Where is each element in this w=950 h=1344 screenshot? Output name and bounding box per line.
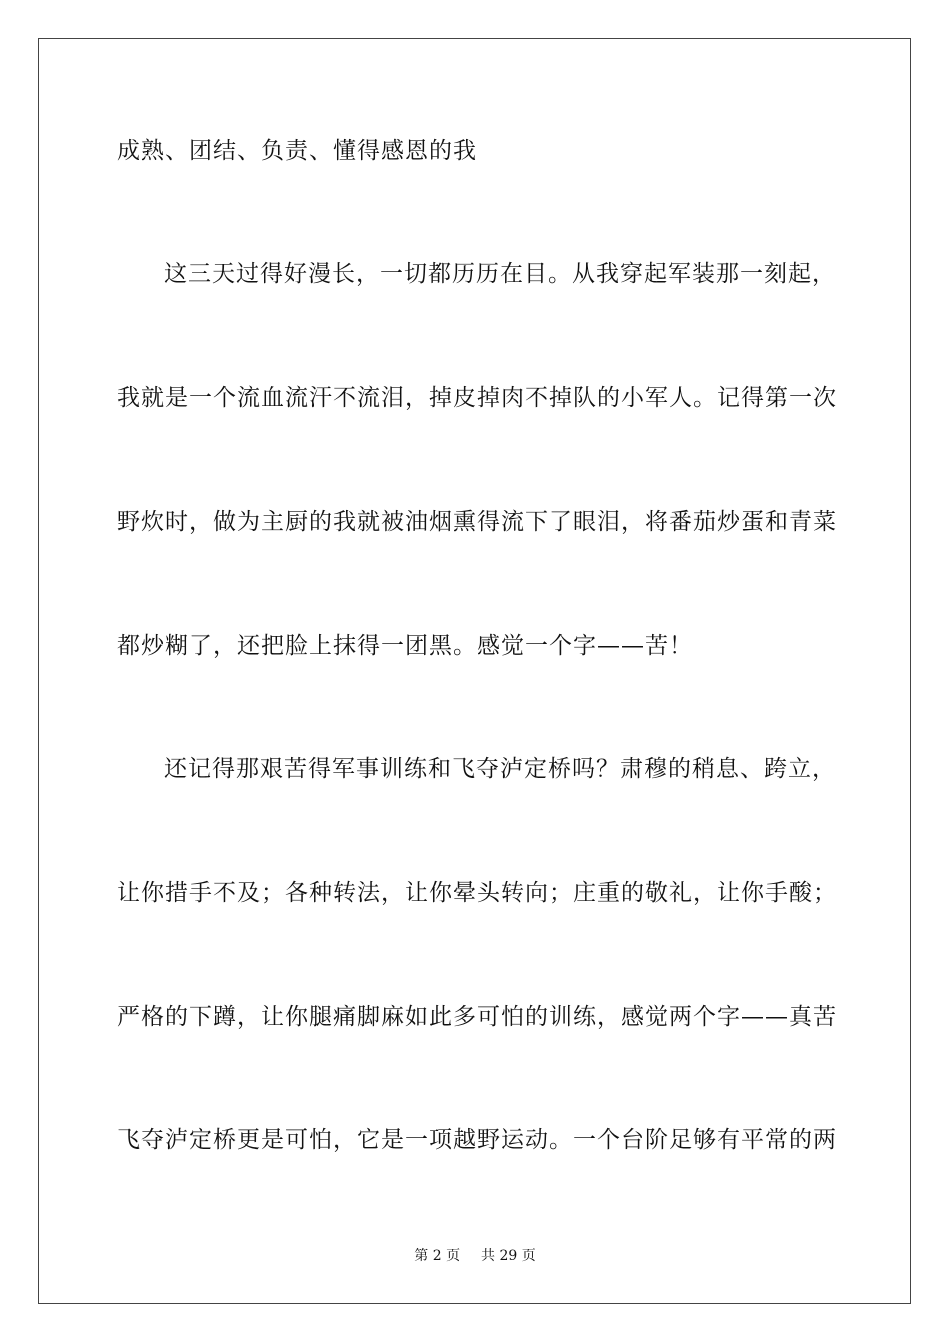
text-line-1: 成熟、团结、负责、懂得感恩的我	[117, 138, 477, 164]
page-number: 第 2 页	[414, 1248, 461, 1264]
paragraph-2-line-4: 飞夺泸定桥更是可怕，它是一项越野运动。一个台阶足够有平常的两	[117, 1127, 837, 1153]
paragraph-2-line-2: 让你措手不及；各种转法，让你晕头转向；庄重的敬礼，让你手酸；	[117, 880, 837, 906]
total-pages: 共 29 页	[481, 1248, 536, 1264]
page-border	[38, 38, 911, 1304]
page-footer	[0, 1247, 950, 1265]
paragraph-2-line-3: 严格的下蹲，让你腿痛脚麻如此多可怕的训练，感觉两个字——真苦	[117, 1004, 837, 1030]
paragraph-1-line-1: 这三天过得好漫长，一切都历历在目。从我穿起军装那一刻起，	[164, 261, 836, 287]
paragraph-1-line-3: 野炊时，做为主厨的我就被油烟熏得流下了眼泪，将番茄炒蛋和青菜	[117, 509, 837, 535]
paragraph-1-line-4: 都炒糊了，还把脸上抹得一团黑。感觉一个字——苦！	[117, 633, 693, 659]
paragraph-2-line-1: 还记得那艰苦得军事训练和飞夺泸定桥吗？肃穆的稍息、跨立，	[164, 756, 836, 782]
paragraph-1-line-2: 我就是一个流血流汗不流泪，掉皮掉肉不掉队的小军人。记得第一次	[117, 385, 837, 411]
